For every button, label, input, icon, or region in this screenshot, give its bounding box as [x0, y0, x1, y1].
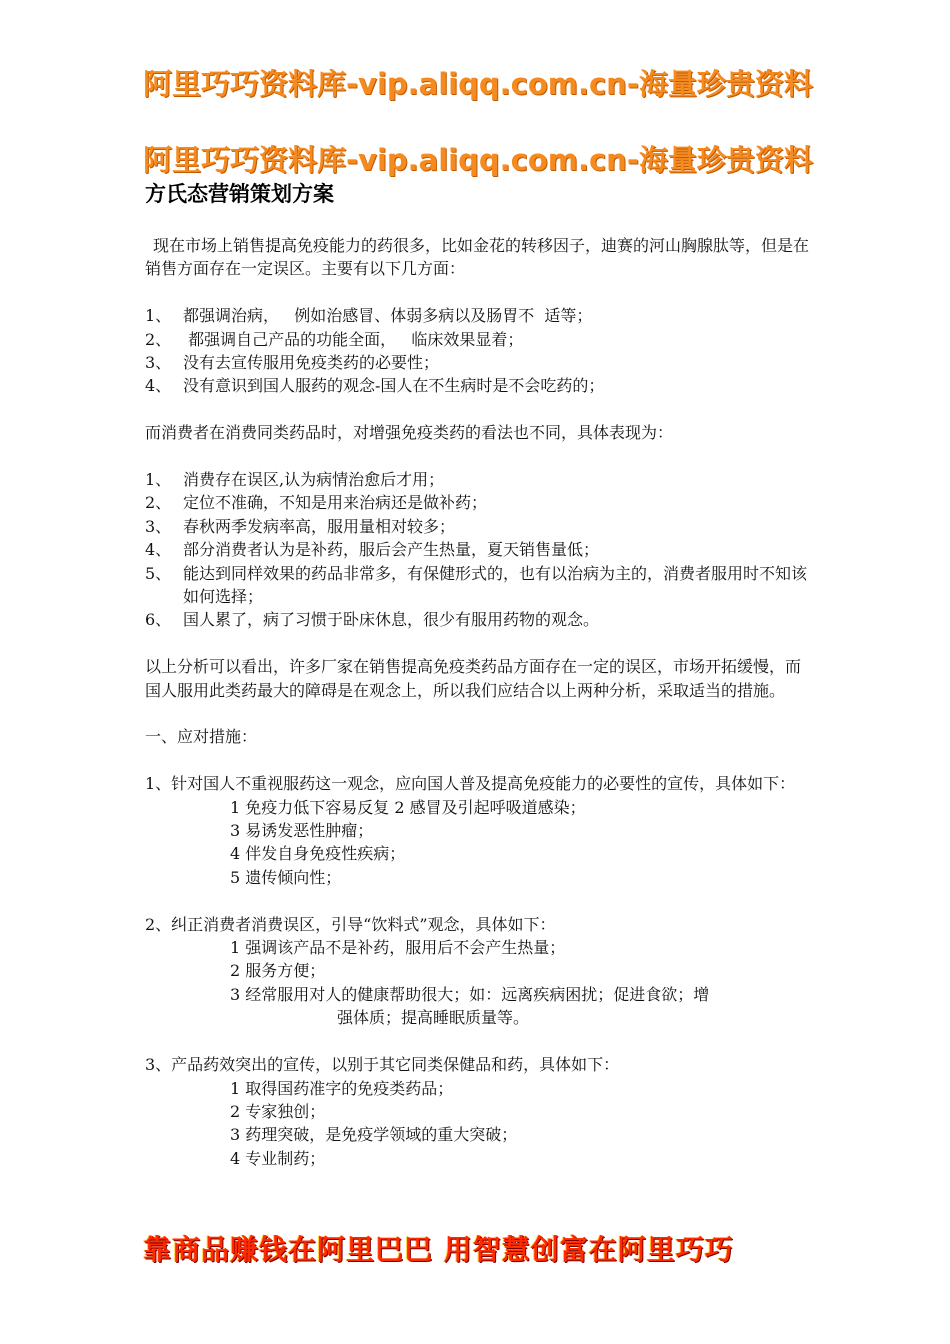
consumer-view-list — [145, 468, 815, 632]
measure-item: 3 药理突破，是免疫学领域的重大突破； — [230, 1125, 518, 1145]
section-heading: 一、应对措施： — [145, 727, 258, 747]
measure-item: 4 专业制药； — [230, 1148, 326, 1168]
measure-item: 2 专家独创； — [230, 1101, 326, 1121]
measure-item: 2 服务方便； — [230, 961, 326, 981]
measure-2-heading: 2、纠正消费者消费误区，引导“饮料式”观念，具体如下： — [145, 914, 556, 934]
watermark-banner-top: 阿里巧巧资料库-vip.aliqq.com.cn-海量珍贵资料 — [143, 67, 813, 101]
consumer-paragraph: 而消费者在消费同类药品时，对增强免疫类药的看法也不同，具体表现为： — [145, 423, 674, 443]
intro-paragraph: 现在市场上销售提高免疫能力的药很多，比如金花的转移因子，迪赛的河山胸腺肽等，但是在销售方面存在一定误区。主要有以下几方面： — [145, 236, 810, 279]
list-item: 2、 定位不准确，不知是用来治病还是做补药； — [145, 493, 488, 513]
measure-1-heading: 1、针对国人不重视服药这一观念，应向国人普及提高免疫能力的必要性的宣传，具体如下： — [145, 774, 796, 794]
measure-item: 3 经常服用对人的健康帮助很大；如：远离疾病困扰；促进食欲；增 — [230, 984, 710, 1004]
measure-item: 1 强调该产品不是补药，服用后不会产生热量； — [230, 938, 566, 958]
measure-item-continuation: 强体质；提高睡眠质量等。 — [337, 1008, 530, 1028]
analysis-paragraph: 以上分析可以看出，许多厂家在销售提高免疫类药品方面存在一定的误区，市场开拓缓慢，而国人服用此类药最大的障碍是在观念上，所以我们应结合以上两种分析，采取适当的措施。 — [145, 657, 802, 700]
measure-item: 5 遗传倾向性； — [230, 867, 342, 887]
measure-3-heading: 3、产品药效突出的宣传，以别于其它同类保健品和药，具体如下： — [145, 1055, 620, 1075]
document-title: 方氏态营销策划方案 — [145, 182, 334, 206]
list-item: 3、 春秋两季发病率高，服用量相对较多； — [145, 516, 456, 536]
misconception-list — [145, 304, 815, 398]
measure-item: 4 伴发自身免疫性疾病； — [230, 844, 406, 864]
list-item: 4、 部分消费者认为是补药，服后会产生热量，夏天销售量低； — [145, 540, 600, 560]
measure-item: 1 取得国药准字的免疫类药品； — [230, 1078, 454, 1098]
list-item: 6、 国人累了，病了习惯于卧床休息，很少有服用药物的观念。 — [145, 610, 600, 630]
list-item: 5、 能达到同样效果的药品非常多，有保健形式的，也有以治病为主的，消费者服用时不知该如何选择； — [145, 563, 808, 607]
measure-item: 1 免疫力低下容易反复 2 感冒及引起呼吸道感染； — [230, 797, 586, 817]
list-item: 3、 没有去宣传服用免疫类药的必要性； — [145, 353, 440, 373]
measure-item: 3 易诱发恶性肿瘤； — [230, 821, 374, 841]
list-item: 2、 都强调自己产品的功能全面， 临床效果显着； — [145, 329, 524, 349]
footer-slogan: 靠商品赚钱在阿里巴巴 用智慧创富在阿里巧巧 — [143, 1233, 734, 1266]
list-item: 4、 没有意识到国人服药的观念-国人在不生病时是不会吃药的； — [145, 376, 605, 396]
list-item: 1、 消费存在误区,认为病情治愈后才用； — [145, 470, 445, 490]
document-body — [145, 234, 815, 1170]
list-item: 1、 都强调治病， 例如治感冒、体弱多病以及肠胃不 适等； — [145, 306, 593, 326]
watermark-banner-second: 阿里巧巧资料库-vip.aliqq.com.cn-海量珍贵资料 — [143, 143, 813, 177]
